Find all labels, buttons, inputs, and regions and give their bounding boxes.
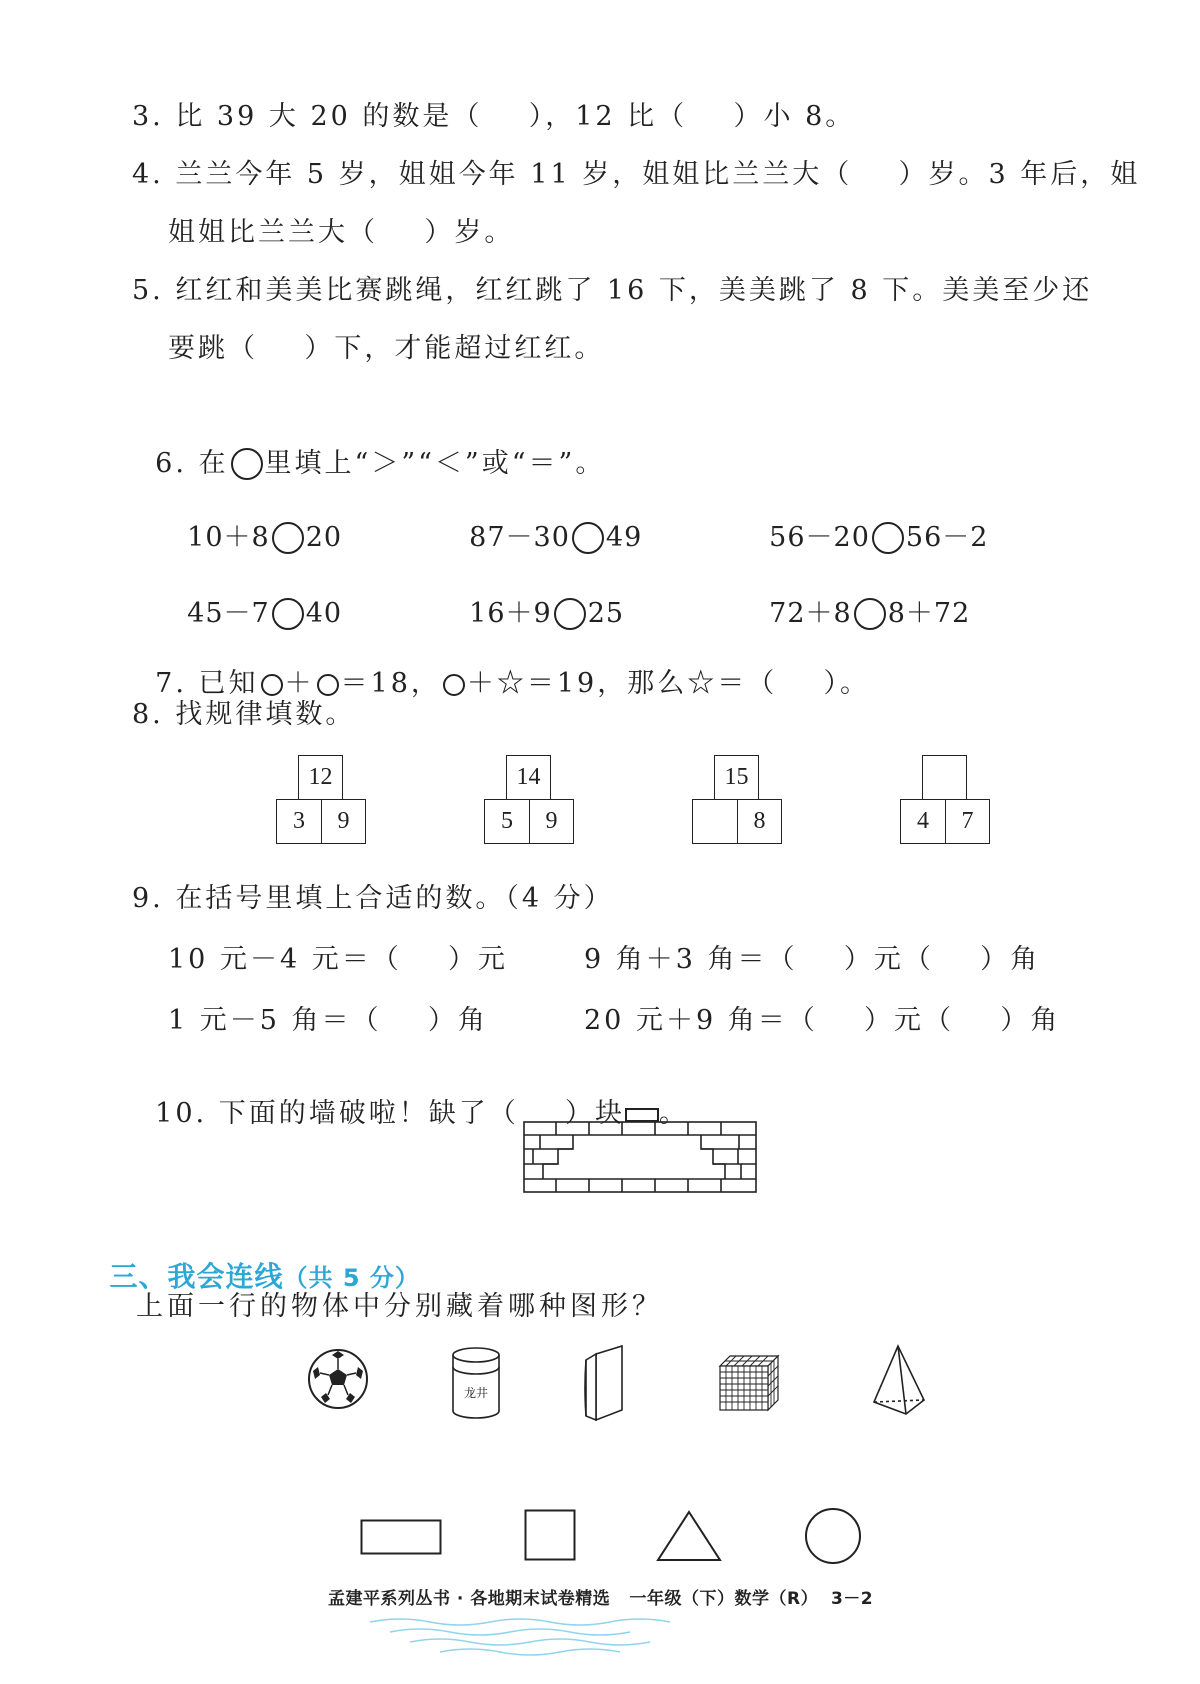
- answer-circle[interactable]: [854, 598, 886, 630]
- question-10-end: 。: [659, 1098, 690, 1129]
- rubik-cube-icon[interactable]: [718, 1354, 780, 1412]
- expr-right: 20: [305, 522, 343, 553]
- pyramid-left-cell: 4: [900, 799, 946, 844]
- compare-expression: [450, 560, 624, 630]
- pyramid-right-cell: 8: [737, 799, 782, 844]
- question-9: 9. 在括号里填上合适的数。（4 分）: [132, 883, 614, 914]
- expr-right: 8＋72: [887, 598, 971, 629]
- expr-left: 16＋9: [469, 598, 552, 629]
- answer-circle[interactable]: [554, 598, 586, 630]
- expr-left: 72＋8: [769, 598, 852, 629]
- pyramid-right-cell: 9: [321, 799, 366, 844]
- question-8: 8. 找规律填数。: [132, 699, 356, 730]
- section-3-prompt: 上面一行的物体中分别藏着哪种图形？: [136, 1291, 663, 1322]
- answer-circle[interactable]: [872, 522, 904, 554]
- circle-shape-icon[interactable]: [804, 1507, 862, 1565]
- pyramid-right-cell: 7: [945, 799, 990, 844]
- can-label: 龙井: [463, 1386, 489, 1400]
- compare-expression: [168, 560, 342, 630]
- pyramid-top-cell: 12: [298, 755, 343, 800]
- triangle-shape-icon[interactable]: [656, 1510, 722, 1562]
- answer-circle[interactable]: [272, 598, 304, 630]
- question-4-line-2: 姐姐比兰兰大（ ）岁。: [168, 217, 515, 248]
- question-7-part: ＋: [284, 668, 315, 699]
- question-7: [132, 630, 870, 700]
- compare-circle-icon: [231, 448, 263, 480]
- expr-left: 56－20: [769, 522, 870, 553]
- pyramid-right-cell: 9: [529, 799, 574, 844]
- expr-right: 49: [605, 522, 643, 553]
- question-10: [132, 1060, 689, 1130]
- pyramid-left-cell[interactable]: [692, 799, 738, 844]
- rectangle-shape-icon[interactable]: [360, 1519, 442, 1555]
- pyramid-top-cell: 15: [714, 755, 759, 800]
- broken-wall-image: [523, 1121, 757, 1193]
- question-5-line-1: 5. 红红和美美比赛跳绳，红红跳了 16 下，美美跳了 8 下。美美至少还: [132, 275, 1093, 306]
- question-4-line-1: 4. 兰兰今年 5 岁，姐姐今年 11 岁，姐姐比兰兰大（ ）岁。3 年后，姐: [132, 159, 1141, 190]
- pyramid-top-cell[interactable]: [922, 755, 967, 800]
- tea-can-icon[interactable]: [450, 1345, 502, 1421]
- answer-circle[interactable]: [272, 522, 304, 554]
- section-score: （共 5 分）: [283, 1264, 420, 1292]
- question-10-text: 10. 下面的墙破啦！缺了（ ）块: [155, 1098, 626, 1129]
- question-7-part: 7. 已知: [155, 668, 259, 699]
- question-7-part: ＋☆＝19，那么☆＝（ ）。: [466, 668, 871, 699]
- soccer-ball-icon[interactable]: [306, 1347, 370, 1411]
- book-icon[interactable]: [582, 1344, 632, 1424]
- question-5-line-2: 要跳（ ）下，才能超过红红。: [168, 333, 605, 364]
- money-item: 20 元＋9 角＝（ ）元（ ）角: [584, 1005, 1061, 1036]
- answer-circle[interactable]: [572, 522, 604, 554]
- compare-expression: [450, 484, 642, 554]
- money-item: 9 角＋3 角＝（ ）元（ ）角: [584, 944, 1041, 975]
- page-footer: 孟建平系列丛书 · 各地期末试卷精选 一年级（下）数学（R） 3－2: [328, 1589, 874, 1609]
- question-7-part: ＝18，: [340, 668, 441, 699]
- compare-expression: [168, 484, 342, 554]
- question-6: [132, 410, 605, 480]
- question-3: 3. 比 39 大 20 的数是（ ），12 比（ ）小 8。: [132, 101, 856, 132]
- pyramid-top-cell: 14: [506, 755, 551, 800]
- compare-expression: [750, 560, 970, 630]
- circle-symbol-icon: [443, 674, 465, 696]
- expr-right: 56－2: [905, 522, 989, 553]
- expr-right: 40: [305, 598, 343, 629]
- money-item: 10 元－4 元＝（ ）元: [168, 944, 509, 975]
- square-shape-icon[interactable]: [524, 1509, 576, 1561]
- money-item: 1 元－5 角＝（ ）角: [168, 1005, 488, 1036]
- pyramid-left-cell: 5: [484, 799, 530, 844]
- pyramid-icon[interactable]: [870, 1344, 926, 1416]
- brick-icon: [625, 1108, 659, 1122]
- expr-right: 25: [587, 598, 625, 629]
- wave-decoration-icon: [360, 1614, 680, 1664]
- question-6-prefix: 6. 在: [155, 448, 229, 479]
- compare-expression: [750, 484, 988, 554]
- pyramid-left-cell: 3: [276, 799, 322, 844]
- section-title-text: 三、我会连线: [109, 1260, 284, 1293]
- question-6-suffix: 里填上“＞”“＜”或“＝”。: [264, 448, 606, 479]
- expr-left: 10＋8: [187, 522, 270, 553]
- expr-left: 87－30: [469, 522, 570, 553]
- expr-left: 45－7: [187, 598, 270, 629]
